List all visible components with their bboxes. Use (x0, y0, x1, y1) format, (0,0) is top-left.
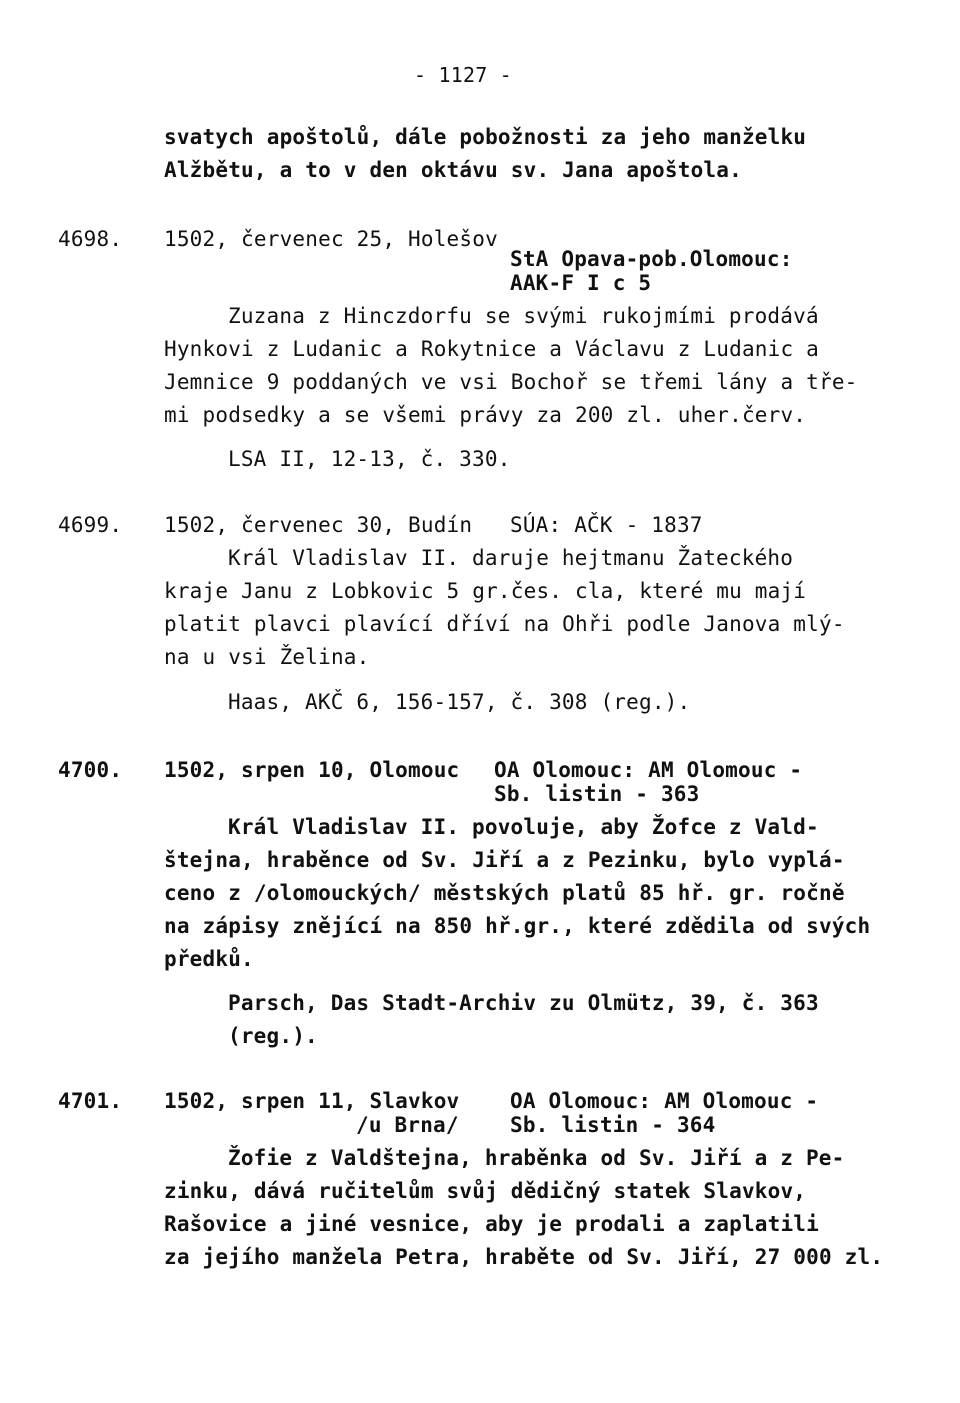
intro-line: svatych apoštolů, dále pobožnosti za jeho manželku (164, 125, 807, 149)
entry-text-line: Král Vladislav II. daruje hejtmanu Žateckého (228, 546, 794, 570)
entry-text-line: ceno z /olomouckých/ městských platů 85 hř. gr. ročně (164, 881, 845, 905)
entry-text-line: za jejího manžela Petra, hraběte od Sv. Jiří, 27 000 zl. (164, 1245, 884, 1269)
entry-date-place: 1502, srpen 11, Slavkov (164, 1089, 460, 1113)
entry-date-place: 1502, červenec 30, Budín (164, 513, 473, 537)
entry-text-line: zinku, dává ručitelům svůj dědičný statek Slavkov, (164, 1179, 807, 1203)
entry-text-line: Žofie z Valdštejna, hraběnka od Sv. Jiří a z Pe- (228, 1146, 845, 1170)
entry-date-place-cont: /u Brna/ (356, 1113, 459, 1137)
entry-archive: Sb. listin - 364 (510, 1113, 716, 1137)
entry-reference: Haas, AKČ 6, 156-157, č. 308 (reg.). (228, 690, 691, 714)
entry-text-line: Zuzana z Hinczdorfu se svými rukojmími prodává (228, 304, 819, 328)
entry-text-line: štejna, hraběnce od Sv. Jiří a z Pezinku, bylo vyplá- (164, 848, 845, 872)
entry-text-line: Hynkovi z Ludanic a Rokytnice a Václavu z Ludanic a (164, 337, 819, 361)
entry-text-line: na zápisy znějící na 850 hř.gr., které zdědila od svých (164, 914, 871, 938)
entry-reference: LSA II, 12-13, č. 330. (228, 447, 511, 471)
page-number: - 1127 - (414, 63, 512, 87)
entry-reference: Parsch, Das Stadt-Archiv zu Olmütz, 39, č. 363 (228, 991, 819, 1015)
entry-number: 4698. (58, 227, 123, 251)
entry-date-place: 1502, srpen 10, Olomouc (164, 758, 460, 782)
entry-date-place: 1502, červenec 25, Holešov (164, 227, 498, 251)
entry-number: 4700. (58, 758, 123, 782)
entry-text-line: kraje Janu z Lobkovic 5 gr.čes. cla, které mu mají (164, 579, 807, 603)
entry-text-line: platit plavci plavící dříví na Ohři podle Janova mlý- (164, 612, 845, 636)
entry-archive: OA Olomouc: AM Olomouc - (510, 1089, 819, 1113)
entry-archive: Sb. listin - 363 (494, 782, 700, 806)
entry-number: 4701. (58, 1089, 123, 1113)
entry-reference: (reg.). (228, 1024, 318, 1048)
entry-archive: OA Olomouc: AM Olomouc - (494, 758, 803, 782)
entry-text-line: předků. (164, 947, 254, 971)
entry-text-line: mi podsedky a se všemi právy za 200 zl. uher.červ. (164, 403, 807, 427)
intro-line: Alžbětu, a to v den oktávu sv. Jana apoštola. (164, 158, 742, 182)
entry-text-line: Král Vladislav II. povoluje, aby Žofce z Vald- (228, 815, 819, 839)
entry-archive: AAK-F I c 5 (510, 271, 652, 295)
entry-text-line: Jemnice 9 poddaných ve vsi Bochoř se třemi lány a tře- (164, 370, 858, 394)
entry-number: 4699. (58, 513, 123, 537)
entry-archive: StA Opava-pob.Olomouc: (510, 247, 793, 271)
entry-archive: SÚA: AČK - 1837 (510, 513, 703, 537)
entry-text-line: na u vsi Želina. (164, 645, 370, 669)
entry-text-line: Rašovice a jiné vesnice, aby je prodali a zaplatili (164, 1212, 819, 1236)
